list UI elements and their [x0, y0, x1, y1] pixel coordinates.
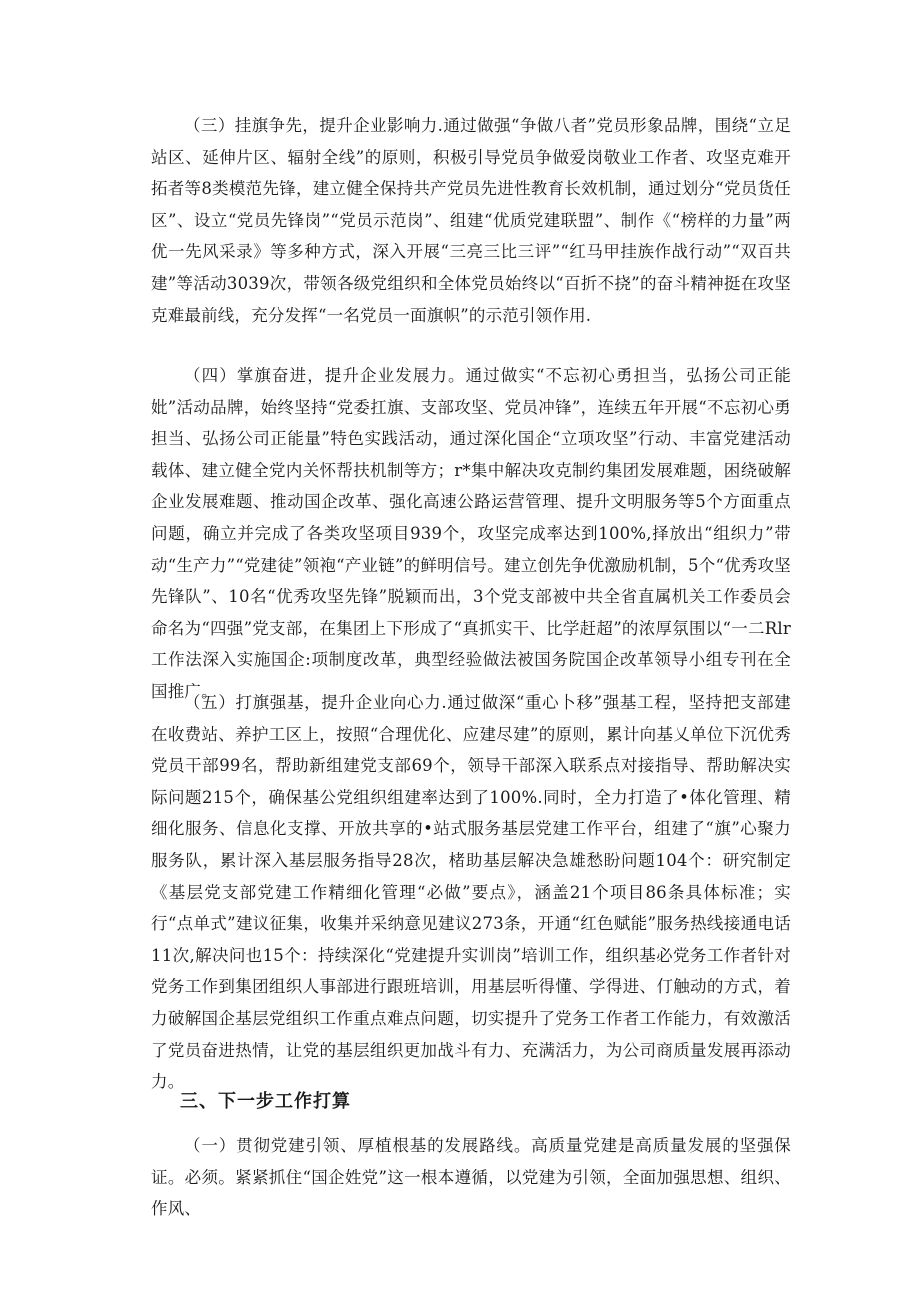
paragraph-flag-advance: （四）掌旗奋进，提升企业发展力。通过做实“不忘初心勇担当，弘扬公司正能妣”活动品牌，始终坚持“党委扛旗、支部攻坚、党员冲锋”，连续五年开展“不忘初心勇担当、弘扬公司正能量”特色实践活动，通过深化国企“立项攻坚”行动、丰富党建活动载体、建立健全党内关怀帮扶机制等方；r*集中解决攻克制约集团发展难题，困绕破解企业发展难题、推动国企改革、强化高速公路运营管理、提升文明服务等5个方面重点问题，确立并完成了各类攻坚项目939个，攻坚完成率达到100%,择放出“组织力”带动“生产力”“党建徒”领袍“产业链”的鲜明信号。建立创先争优激励机制，5个“优秀攻坚先锋队”、10名“优秀攻坚先锋”脱颖而出，3个党支部被中共全省直属机关工作委员会命名为“四强”党支部，在集团上下形成了“真抓实干、比学赶超”的浓厚氛围以“一二Rlr工作法深入实施国企:项制度改革，典型经验做法被国务院国企改革领导小组专刊在全国推广。	[151, 366, 791, 701]
paragraph-party-guidance: （一）贯彻党建引领、厚植根基的发展路线。高质量党建是高质量发展的坚强保证。必须。紧紧抓住“国企姓党”这一根本遵循，以党建为引领，全面加强思想、组织、作风、	[151, 1136, 791, 1219]
section-heading-next-steps: 三、下一步工作打算	[180, 1091, 351, 1112]
paragraph-pennant-lead: （三）挂旗争先，提升企业影响力.通过做强“争做八者”党员形象品牌，围绕“立足站区、延伸片区、辐射全线”的原则，积极引导党员争做爱岗敬业工作者、攻坚克难开拓者等8类模范先锋，建立健全保持共产党员先进性教育长效机制，通过划分“党员货任区”、设立“党员先锋岗”“党员示范岗”、组建“优质党建联盟”、制作《“榜样的力量”两优一先风采录》等多种方式，深入开展“三亮三比三评”“红马甲挂族作战行动”“双百共建”等活动3039次，带领各级党组织和全体党员始终以“百折不挠”的奋斗精神挺在攻坚克难最前线，充分发挥“一名党员一面旗帜”的示范引领作用.	[151, 116, 791, 325]
paragraph-flag-foundation: （五）打旗强基，提升企业向心力.通过做深“重心卜移”强基工程，坚持把支部建在收费站、养护工区上，按照“合理优化、应建尽建”的原则，累计向基乂单位下沉优秀党员干部99名，帮助新组建党支部69个，领导干部深入联系点对接指导、帮助解决实际问题215个，确保基公党组织组建率达到了100%.同时，全力打造了•体化管理、精细化服务、信息化支撑、开放共享的•站式服务基层党建工作平台，组建了“旗”心聚力服务队，累计深入基层服务指导28次，楮助基层解决急雄愁盼问题104个：研究制定《基层党支部党建工作精细化管理“必做”要点》，涵盖21个项目86条具体标准；实行“点单式”建议征集，收集并采纳意见建议273条，开通“红色赋能”服务热线接通电话11次,解决问也15个：持续深化“党建提升实训岗”培训工作，组织基必党务工作者针对党务工作到集团组织人事部进行跟班培训，用基层听得懂、学得进、仃触动的方式，着力破解国企基层党组织工作重点难点问题，切实提升了党务工作者工作能力，有效激活了党员奋进热情，让党的基层组织更加战斗有力、充满活力，为公司商质量发展再添动力。	[151, 693, 791, 1092]
